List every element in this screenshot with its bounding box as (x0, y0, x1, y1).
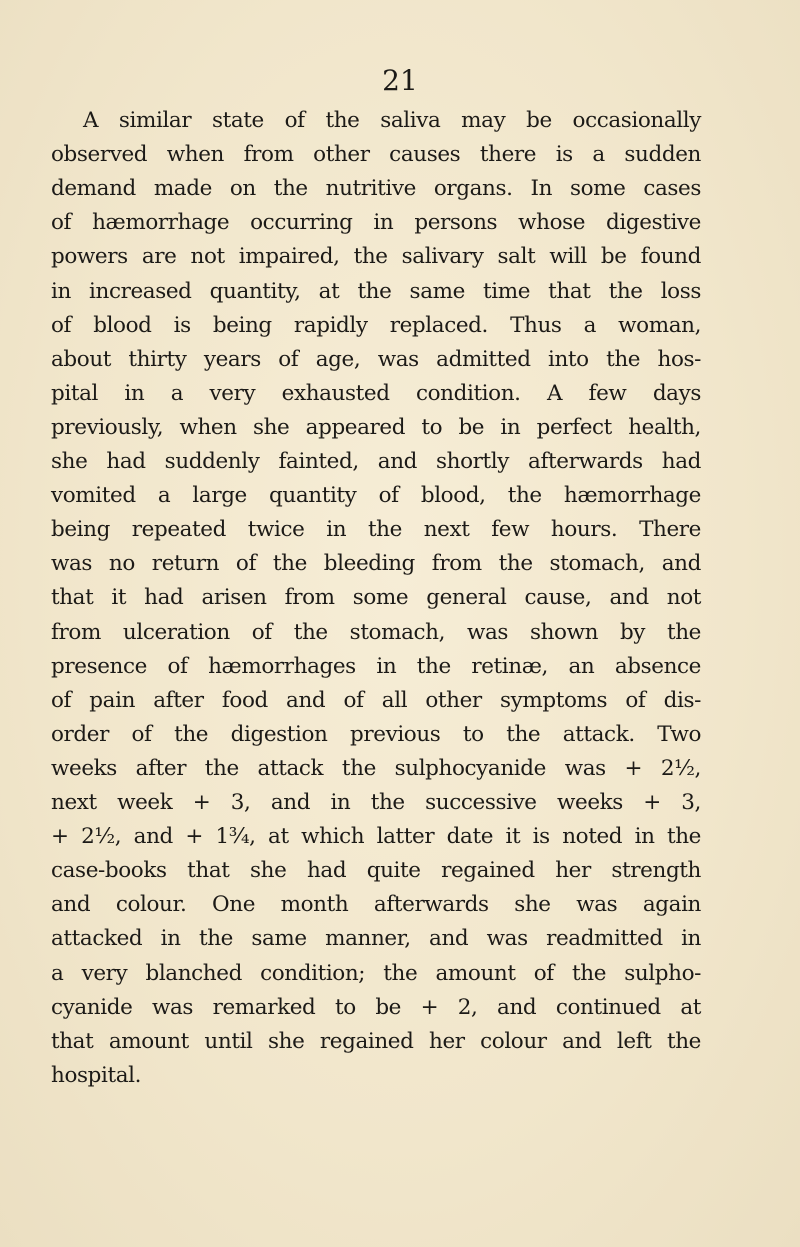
text-line: that amount until she regained her colour and left the (51, 1028, 701, 1054)
text-line: about thirty years of age, was admitted into the hos- (51, 346, 701, 372)
text-line: weeks after the attack the sulphocyanide was + 2½, (51, 755, 701, 781)
text-line: vomited a large quantity of blood, the hæmorrhage (51, 483, 701, 509)
text-line: order of the digestion previous to the attack. Two (51, 721, 701, 747)
text-line: in increased quantity, at the same time that the loss (51, 278, 701, 304)
text-line: a very blanched condition; the amount of the sulpho- (51, 960, 701, 986)
text-line: powers are not impaired, the salivary salt will be found (51, 244, 701, 270)
text-line: previously, when she appeared to be in perfect health, (51, 414, 701, 440)
text-line: being repeated twice in the next few hours. There (51, 517, 701, 543)
text-line: presence of hæmorrhages in the retinæ, an absence (51, 653, 701, 679)
text-line: case-books that she had quite regained her strength (51, 858, 701, 884)
page-number: 21 (382, 64, 418, 97)
text-line: that it had arisen from some general cause, and not (51, 585, 701, 611)
text-line: hospital. (51, 1062, 142, 1088)
text-line: of hæmorrhage occurring in persons whose digestive (51, 210, 701, 236)
text-line: was no return of the bleeding from the stomach, and (51, 551, 701, 577)
text-line: observed when from other causes there is a sudden (51, 142, 701, 168)
text-line: she had suddenly fainted, and shortly afterwards had (51, 449, 701, 474)
text-line: pital in a very exhausted condition. A few days (51, 380, 701, 406)
text-line: attacked in the same manner, and was readmitted in (51, 926, 701, 952)
text-line: of pain after food and of all other symptoms of dis- (51, 687, 701, 713)
text-line: of blood is being rapidly replaced. Thus a woman, (51, 312, 701, 338)
text-line: cyanide was remarked to be + 2, and continued at (51, 994, 701, 1020)
text-line: A similar state of the saliva may be occasionally (83, 108, 701, 133)
text-line: demand made on the nutritive organs. In some cases (51, 176, 701, 202)
text-line: next week + 3, and in the successive weeks + 3, (51, 790, 701, 815)
text-line: + 2½, and + 1¾, at which latter date it is noted in the (51, 824, 701, 850)
text-line: and colour. One month afterwards she was again (51, 892, 701, 918)
text-line: from ulceration of the stomach, was shown by the (51, 619, 701, 645)
